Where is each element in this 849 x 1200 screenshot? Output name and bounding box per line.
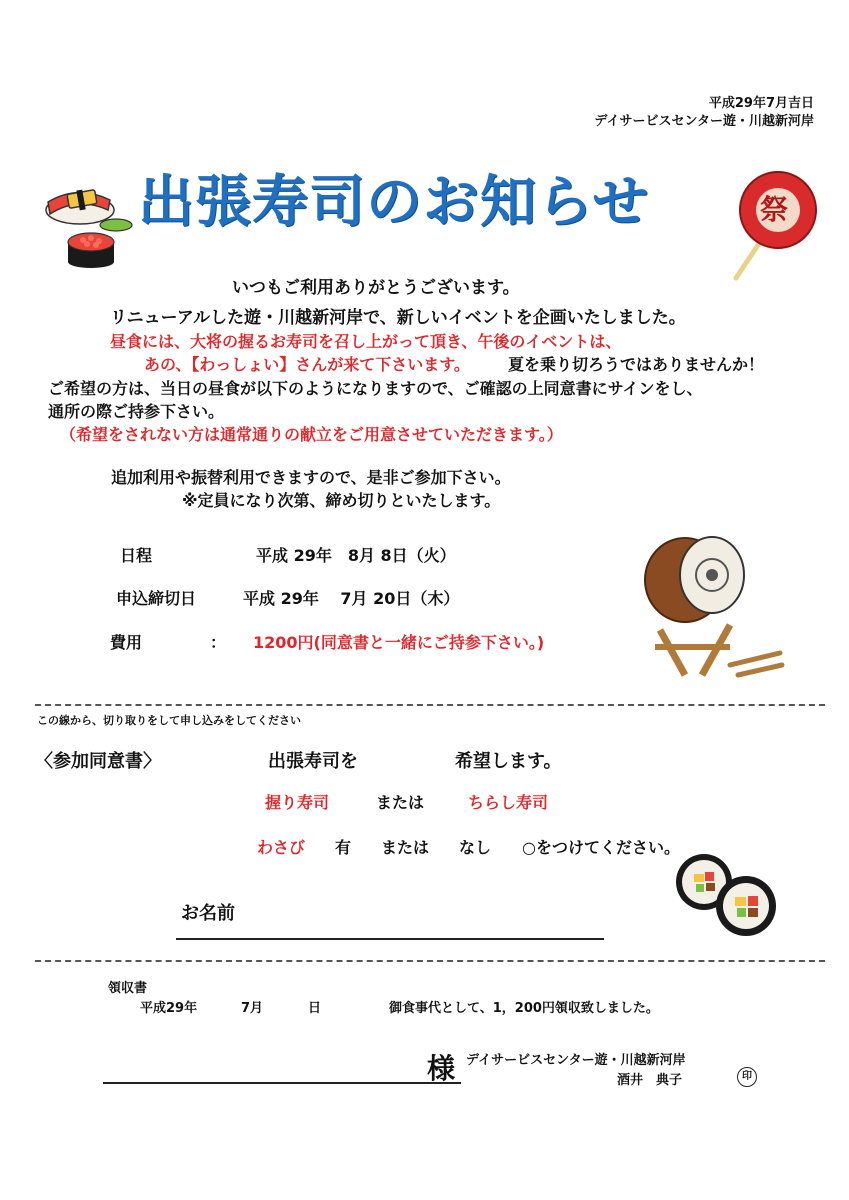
taiko-drum-illustration: [630, 535, 790, 680]
schedule-deadline-value: 平成 29年 7月 20日（木）: [243, 589, 460, 608]
consent-heading: 〈参加同意書〉: [35, 751, 161, 772]
name-signature-line[interactable]: [176, 938, 604, 940]
option-chirashi[interactable]: ちらし寿司: [468, 793, 549, 812]
schedule-fee-label: 費用: [110, 633, 143, 652]
schedule-fee-colon: ：: [210, 633, 227, 652]
receipt-text: 御食事代として、1，200円領収致しました。: [389, 1001, 659, 1016]
sama-suffix: 様: [427, 1052, 456, 1085]
seal-mark: 印: [737, 1067, 757, 1087]
cut-line-2: [35, 960, 825, 962]
receipt-year: 平成29年: [140, 1001, 198, 1016]
cut-line: [35, 704, 825, 706]
intro-red-line-2: あの、【わっしょい】さんが来て下さいます。: [144, 355, 470, 374]
matsuri-char: 祭: [760, 193, 789, 226]
cut-line-text: この線から、切り取りをして申し込みをしてください: [37, 714, 301, 727]
name-label: お名前: [181, 903, 235, 924]
header-org: デイサービスセンター遊・川越新河岸: [594, 114, 814, 129]
receipt-name-line[interactable]: [103, 1082, 461, 1084]
intro-line-3: ご希望の方は、当日の昼食が以下のようになりますので、ご確認の上同意書にサインをし、: [48, 379, 703, 398]
page-title: 出張寿司のお知らせ: [138, 170, 650, 235]
circle-instruction: ○をつけてください。: [522, 838, 680, 857]
receipt-month: 7月: [241, 1001, 264, 1016]
intro-line-1: リニューアルした遊・川越新河岸で、新しいイベントを企画いたしました。: [110, 308, 686, 328]
wasabi-label: わさび: [257, 838, 306, 857]
consent-line-1b: 希望します。: [455, 751, 562, 772]
receipt-title: 領収書: [108, 981, 148, 996]
option-wasabi-no[interactable]: なし: [459, 838, 492, 857]
makizushi-illustration: [672, 850, 782, 940]
receipt-day: 日: [308, 1001, 322, 1016]
intro-summer-line: 夏を乗り切ろうではありませんか！: [508, 355, 765, 374]
intro-line-5: 追加利用や振替利用できますので、是非ご参加下さい。: [111, 468, 511, 487]
intro-line-6: ※定員になり次第、締め切りといたします。: [182, 491, 501, 510]
greeting: いつもご利用ありがとうございます。: [232, 278, 520, 298]
option-nigiri[interactable]: 握り寿司: [265, 793, 330, 812]
consent-line-1a: 出張寿司を: [268, 751, 358, 772]
receipt-person: 酒井 典子: [617, 1073, 683, 1088]
schedule-date-value: 平成 29年 8月 8日（火）: [256, 546, 456, 565]
schedule-fee-value: 1200円(同意書と一緒にご持参下さい。): [253, 633, 545, 652]
intro-red-line-3: （希望をされない方は通常通りの献立をご用意させていただきます。）: [60, 425, 563, 444]
or-text-1: または: [376, 793, 425, 812]
sushi-illustration: [38, 180, 138, 280]
receipt-org: デイサービスセンター遊・川越新河岸: [466, 1053, 686, 1068]
intro-red-line-1: 昼食には、大将の握るお寿司を召し上がって頂き、午後のイベントは、: [110, 332, 622, 351]
schedule-deadline-label: 申込締切日: [116, 589, 197, 608]
intro-line-4: 通所の際ご持参下さい。: [48, 402, 225, 421]
issue-date: 平成29年7月吉日: [708, 96, 814, 111]
or-text-2: または: [381, 838, 430, 857]
option-wasabi-yes[interactable]: 有: [335, 838, 352, 857]
schedule-date-label: 日程: [120, 546, 153, 565]
